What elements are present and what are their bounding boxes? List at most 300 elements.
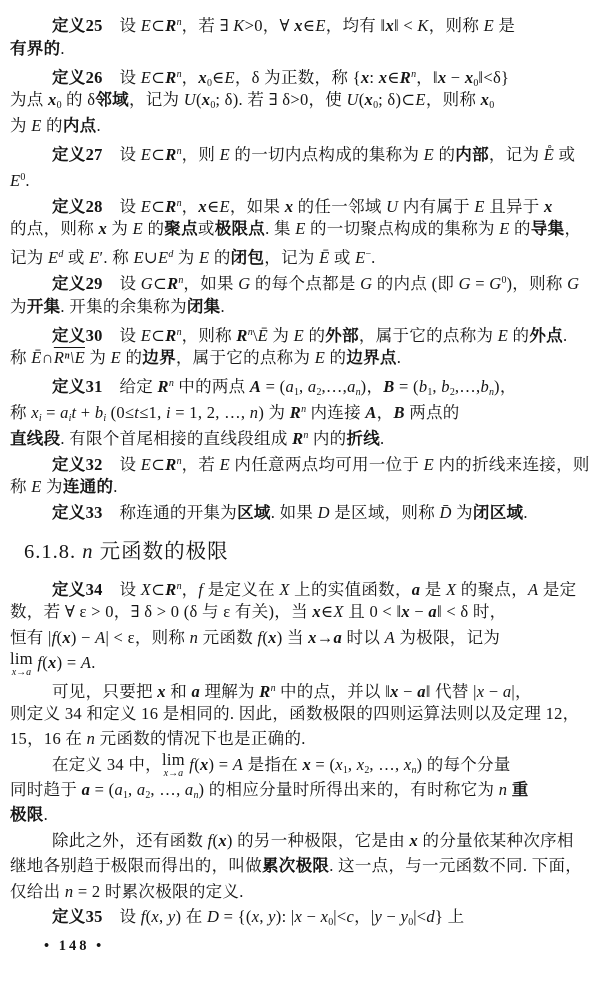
text-run: ) 当 (276, 627, 309, 647)
text-run: 累次极限 (262, 856, 330, 876)
text-run: x (302, 754, 311, 774)
text-run: B (393, 402, 405, 422)
text-run: 2 (449, 387, 455, 399)
text-run: x (356, 754, 365, 774)
text-run: x (31, 402, 39, 422)
text-run: 内有属于 (398, 196, 475, 216)
text-run: b (441, 377, 450, 397)
text-run: x (544, 196, 553, 216)
text-run: E (219, 454, 230, 474)
text-run: a (502, 681, 512, 701)
text-run: f (37, 653, 43, 673)
text-run: a (285, 377, 295, 397)
text-run: f (257, 627, 263, 647)
text-run: x (198, 196, 207, 216)
text-run: ，若 (181, 454, 220, 474)
text-run: . 开集的余集称为 (60, 296, 187, 316)
text-run: ∈ (387, 67, 400, 87)
text-run: A (249, 377, 262, 397)
text-run: . 这一点，与一元函数不同. 下面， (329, 856, 583, 876)
text-run: E (140, 454, 152, 474)
definitions-section (10, 10, 598, 526)
text-line (10, 648, 598, 678)
text-run: ，如果 (229, 196, 285, 216)
text-run: , (347, 754, 357, 774)
text-run: ) = (56, 653, 81, 673)
text-line (10, 139, 598, 165)
text-run: y (400, 907, 409, 927)
text-run: 称 (10, 402, 32, 422)
text-run: ∈ (206, 196, 220, 216)
text-line (10, 777, 598, 802)
text-run: d (168, 249, 174, 261)
text-run: 仅给出 (10, 881, 65, 901)
text-run: a (307, 377, 317, 397)
text-line (10, 574, 598, 599)
text-run: t (134, 402, 140, 422)
text-run: 的 (209, 248, 231, 268)
text-run: E (140, 67, 152, 87)
text-run: U (346, 90, 359, 110)
text-run: Rⁿ\E (53, 348, 85, 368)
text-run: E (31, 477, 42, 497)
text-run: . (562, 325, 568, 345)
text-run: a (333, 627, 343, 647)
text-run: E (219, 144, 230, 164)
text-run: x (476, 681, 485, 701)
text-run: R (165, 67, 177, 87)
text-run: 的聚点， (456, 579, 528, 599)
text-run: 内任意两点均可用一位于 (230, 454, 424, 474)
text-run: 元函数的极限 (93, 540, 229, 563)
text-run: ,…, (321, 377, 348, 397)
text-run: . 如果 (270, 503, 318, 523)
text-run: 0 (489, 100, 495, 112)
text-run: X (140, 579, 152, 599)
text-run: f (189, 754, 195, 774)
text-run: t (71, 402, 77, 422)
text-run: R (165, 196, 177, 216)
text-run: , (128, 780, 137, 800)
text-run: E (314, 348, 326, 368)
text-run: E (31, 116, 42, 136)
text-run: x (378, 67, 388, 87)
text-run: . (523, 503, 528, 523)
text-run: ) 的另一种极限，它是由 (226, 830, 410, 850)
text-run: i (38, 412, 42, 424)
text-run: 则定义 34 和定义 16 是相同的. 因此，函数极限的四则运算法则以及定理 12， (10, 703, 580, 723)
text-run: . (96, 116, 101, 136)
limits-section (10, 574, 598, 929)
text-run: E (48, 248, 59, 268)
text-run: = ( (311, 754, 336, 774)
text-run: n (82, 540, 94, 563)
text-run: R (167, 273, 179, 293)
text-run: 设 (102, 325, 141, 345)
text-run: G (458, 273, 471, 293)
text-line (10, 268, 598, 294)
text-run: G (489, 273, 502, 293)
text-run: f (207, 830, 213, 850)
text-run: Ē (257, 325, 268, 345)
text-run: i (103, 412, 107, 424)
text-run: ， (181, 579, 199, 599)
text-run: x (251, 907, 260, 927)
text-run: − (365, 249, 372, 261)
text-run: E (110, 348, 122, 368)
text-run: . (60, 38, 65, 58)
text-run: : (369, 67, 379, 87)
text-run: 为点 (10, 90, 49, 110)
text-line (10, 36, 598, 62)
text-run: >0，∀ (244, 16, 295, 35)
text-run: b (94, 402, 104, 422)
text-line (10, 216, 598, 242)
text-run: E (497, 325, 509, 345)
text-run: ) 的每个分量 (416, 754, 511, 774)
text-run: 为 (10, 116, 32, 136)
text-run: 为 (41, 477, 63, 497)
text-run: . (396, 348, 402, 368)
text-run: x (409, 830, 419, 850)
text-run: 定义25 (52, 16, 103, 35)
text-line (10, 165, 598, 191)
text-run: 开集 (26, 296, 61, 316)
text-run: B (383, 377, 395, 397)
text-run: 为 (84, 348, 111, 368)
text-run: \ (252, 325, 258, 345)
text-run: x (360, 67, 370, 87)
text-run: R (399, 67, 412, 87)
text-run: } 上 (434, 907, 465, 927)
text-run: E (293, 325, 305, 345)
text-run: 1 (123, 790, 128, 802)
text-run: X (333, 602, 344, 622)
text-run: x (268, 627, 277, 647)
text-run: 外部 (325, 325, 359, 345)
text-run: a (191, 681, 201, 701)
text-run: 聚点 (164, 219, 198, 239)
text-run: 是定 (538, 579, 577, 599)
text-run: n (176, 68, 182, 80)
text-run: + (76, 402, 95, 422)
text-run: U (183, 90, 196, 110)
text-run: . (113, 477, 118, 497)
text-run: 的点，则称 (10, 219, 99, 239)
text-run: 且异于 (484, 196, 545, 216)
text-run: 2 (316, 387, 322, 399)
limit-operator: lim x→a (10, 648, 33, 678)
text-line (10, 242, 598, 268)
text-run: = ( (261, 377, 286, 397)
text-run: − (398, 681, 418, 701)
text-run: 的 (143, 219, 165, 239)
text-run: f (140, 907, 146, 927)
text-run: 15，16 在 (10, 729, 87, 749)
text-run: y (268, 907, 276, 927)
text-run: 内的折线来连接，则 (434, 454, 590, 474)
text-run: 是区域，则称 (329, 503, 440, 523)
text-run: − (302, 907, 321, 927)
text-run: n (193, 790, 199, 802)
text-run: 为 (268, 325, 294, 345)
text-run: 0 (206, 77, 212, 89)
text-line (10, 10, 598, 36)
text-run: ( (145, 907, 152, 927)
text-run: G (238, 273, 251, 293)
text-run: 定义27 (52, 144, 103, 164)
text-run: ,…, (454, 377, 481, 397)
text-line (10, 701, 598, 726)
text-run: 1 (294, 387, 300, 399)
text-run: 有界的 (10, 38, 61, 58)
text-run: E (157, 248, 169, 268)
text-run: 折线 (346, 428, 381, 448)
text-run: ( (262, 627, 269, 647)
text-run: n (189, 627, 199, 647)
text-run: ，记为 (264, 248, 320, 268)
text-run: ，| (354, 907, 375, 927)
text-run: ， (376, 402, 394, 422)
text-line (10, 449, 598, 475)
text-run: 是定义在 (203, 579, 280, 599)
text-run: n (176, 326, 182, 338)
text-run: − (409, 602, 429, 622)
text-run: E (474, 196, 485, 216)
text-run: b (480, 377, 490, 397)
text-run: D (206, 907, 220, 927)
text-run: 边界 (142, 348, 176, 368)
text-run: 内部 (455, 144, 489, 164)
text-run: x (320, 907, 329, 927)
text-run: ⊂ (151, 325, 166, 345)
text-run: y (374, 907, 383, 927)
text-run: 在定义 34 中， (52, 754, 162, 774)
text-run: 设 (102, 16, 141, 35)
text-run: ( (195, 90, 202, 110)
text-run: b (418, 377, 428, 397)
text-run: 为极限，记为 (394, 627, 501, 647)
text-run: f (51, 627, 57, 647)
text-line (10, 676, 598, 701)
text-run: R (236, 325, 248, 345)
text-run: − (484, 681, 503, 701)
text-line (10, 750, 598, 780)
text-run: A (384, 627, 395, 647)
text-run: 邻域 (95, 90, 129, 110)
text-run: 的 δ (61, 90, 96, 110)
text-run: ‖ < (394, 16, 418, 35)
text-run: ，若 ∃ (181, 16, 234, 35)
text-run: − (446, 67, 465, 87)
text-run: ) 在 (175, 907, 207, 927)
text-run: 设 (102, 273, 141, 293)
text-run: → (316, 627, 334, 647)
text-run: R (165, 144, 177, 164)
text-run: x (218, 830, 227, 850)
section-heading (24, 538, 598, 566)
text-line (10, 191, 598, 217)
text-run: A (365, 402, 377, 422)
text-run: i (68, 412, 72, 424)
text-run: K (417, 16, 429, 35)
text-run: x (385, 16, 395, 35)
text-run: 称 (10, 348, 32, 368)
text-run: 称 (10, 477, 32, 497)
text-run: 的 (509, 219, 531, 239)
text-run: y (167, 907, 176, 927)
text-run: n (176, 145, 182, 157)
text-run: . (91, 653, 96, 673)
text-run: . 有限个首尾相接的直线段组成 (60, 428, 293, 448)
text-run: 0 (501, 274, 507, 286)
text-run: ，则称 (425, 90, 481, 110)
text-run: 时以 (342, 627, 385, 647)
text-run: K (233, 16, 245, 35)
text-run: 的 (434, 144, 456, 164)
text-run: R (157, 377, 169, 397)
text-run: E̊ (543, 144, 555, 164)
text-run: 给定 (102, 377, 158, 397)
text-run: , …, (150, 780, 185, 800)
text-run: 1 (427, 387, 433, 399)
text-run: 数，若 ∀ ε > 0，∃ δ > 0 (δ 与 ε 有关)，当 (10, 602, 313, 622)
text-line (10, 802, 598, 827)
text-run: Ē (319, 248, 330, 268)
text-run: R (165, 325, 177, 345)
text-line (10, 904, 598, 929)
text-run: ⊂ (151, 16, 166, 35)
text-run: ; δ)⊂ (378, 90, 416, 110)
text-run: 6.1.8. (24, 540, 83, 563)
text-run: n (247, 326, 253, 338)
text-run: 的 (508, 325, 530, 345)
text-run: 的任一邻域 (293, 196, 387, 216)
text-run: x (390, 681, 399, 701)
text-run: 的每个点都是 (250, 273, 361, 293)
text-run: ，均有 ‖ (325, 16, 386, 35)
text-run: R (165, 16, 177, 35)
text-run: 为 (451, 503, 473, 523)
text-run: . (371, 248, 376, 268)
text-run: , (159, 907, 168, 927)
text-run: ( (42, 653, 49, 673)
text-run: 的内点 (即 (372, 273, 459, 293)
text-run: )，则称 (506, 273, 568, 293)
text-run: n (64, 881, 74, 901)
text-run: a (411, 579, 421, 599)
text-run: ，如果 (183, 273, 239, 293)
text-run: 或 (63, 248, 90, 268)
text-run: x (364, 90, 374, 110)
text-run: E (133, 248, 144, 268)
text-run: E (315, 16, 326, 35)
text-run: x (308, 627, 317, 647)
text-run: 内连接 (306, 402, 366, 422)
text-run: n (489, 387, 495, 399)
text-run: X (279, 579, 290, 599)
text-run: x (335, 754, 343, 774)
text-run: x (284, 196, 294, 216)
text-run: 为 (10, 296, 27, 316)
text-run: ∈ (302, 16, 316, 35)
text-run: ‖ 代替 | (425, 681, 477, 701)
text-run: x (48, 653, 57, 673)
text-run: 定义30 (52, 325, 103, 345)
text-run: 两点的 (404, 402, 460, 422)
text-run: a (81, 780, 91, 800)
text-run: 连通的 (62, 477, 114, 497)
text-run: 区域 (237, 503, 271, 523)
text-run: 0 (373, 100, 379, 112)
text-run: ( (56, 627, 63, 647)
text-run: n (411, 68, 417, 80)
text-run: 设 (102, 579, 141, 599)
text-run: 的 (325, 348, 347, 368)
text-run: 或 (329, 248, 356, 268)
text-run: E (140, 196, 152, 216)
text-run: , (432, 377, 442, 397)
text-run: ⊂ (151, 579, 166, 599)
text-run: 是 (420, 579, 446, 599)
text-run: 中的两点 (173, 377, 250, 397)
text-run: R (292, 428, 304, 448)
text-run: ; δ). 若 ∃ δ>0，使 (215, 90, 347, 110)
text-run: 除此之外，还有函数 (52, 830, 208, 850)
text-run: = 2 时累次极限的定义. (73, 881, 244, 901)
text-run: ) = (208, 754, 233, 774)
text-run: n (498, 780, 508, 800)
text-run: E (499, 219, 510, 239)
text-line (10, 62, 598, 88)
text-run: ⊂ (151, 67, 166, 87)
text-line (10, 397, 598, 423)
text-run: x (48, 90, 57, 110)
text-line (10, 879, 598, 904)
text-run: R (259, 681, 271, 701)
text-run: . (380, 428, 385, 448)
text-run: ∈ (320, 602, 334, 622)
text-run: A (528, 579, 539, 599)
text-run: , …, (369, 754, 404, 774)
text-run: 或 (197, 219, 215, 239)
text-run: 定义35 (52, 907, 103, 927)
text-run: ⊂ (152, 273, 168, 293)
text-run: ( (194, 754, 200, 774)
text-run: E (10, 170, 21, 190)
text-run: ， (181, 67, 199, 87)
text-run: 导集 (530, 219, 565, 239)
text-run: 0 (56, 100, 62, 112)
text-run: E (140, 16, 152, 35)
text-run: = ( (394, 377, 419, 397)
text-run: c (346, 907, 355, 927)
text-run: ，δ 为正数，称 { (234, 67, 361, 87)
text-run: E (224, 67, 235, 87)
text-line (10, 474, 598, 500)
text-run: G (567, 273, 580, 293)
text-run: n (270, 682, 276, 694)
text-run: x (312, 602, 321, 622)
text-run: x (198, 67, 207, 87)
text-run: E (295, 219, 306, 239)
text-run: x (401, 602, 410, 622)
text-run: ) 为 (258, 402, 290, 422)
text-run: n (249, 402, 259, 422)
text-line (10, 828, 598, 853)
text-run: n (178, 274, 184, 286)
text-run: = (41, 402, 61, 422)
